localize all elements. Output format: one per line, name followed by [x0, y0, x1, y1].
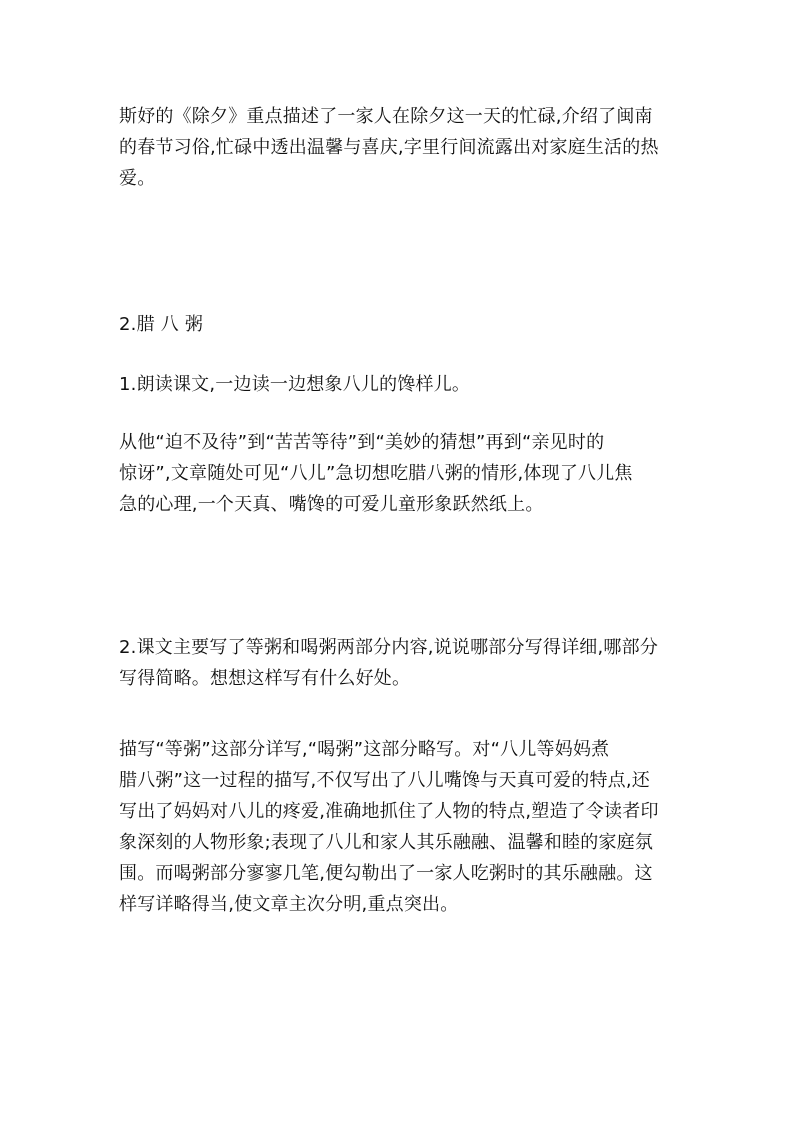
answer-line: 腊八粥”这一过程的描写,不仅写出了八儿嘴馋与天真可爱的特点,还 [119, 770, 650, 791]
answer-line: 象深刻的人物形象;表现了八儿和家人其乐融融、温馨和睦的家庭氛 [119, 832, 654, 853]
question-line: 1.朗读课文,一边读一边想象八儿的馋样儿。 [119, 374, 471, 395]
question-2 [119, 632, 679, 694]
answer-line: 写出了妈妈对八儿的疼爱,准确地抓住了人物的特点,塑造了令读者印 [119, 801, 659, 822]
answer-line: 惊讶”,文章随处可见“八儿”急切想吃腊八粥的情形,体现了八儿焦 [119, 463, 633, 484]
lesson-title [119, 309, 679, 340]
answer-line: 样写详略得当,使文章主次分明,重点突出。 [119, 894, 459, 915]
question-1 [119, 369, 679, 400]
paragraph-line: 爱。 [119, 168, 156, 189]
answer-line: 围。而喝粥部分寥寥几笔,便勾勒出了一家人吃粥时的其乐融融。这 [119, 863, 653, 884]
paragraph-line: 斯妤的《除夕》重点描述了一家人在除夕这一天的忙碌,介绍了闽南 [119, 106, 653, 127]
paragraph-line: 的春节习俗,忙碌中透出温馨与喜庆,字里行间流露出对家庭生活的热 [119, 137, 659, 158]
lesson-title-text: 2.腊 八 粥 [119, 314, 204, 335]
answer-line: 从他“迫不及待”到“苦苦等待”到“美妙的猜想”再到“亲见时的 [119, 432, 605, 453]
answer-line: 急的心理,一个天真、嘴馋的可爱儿童形象跃然纸上。 [119, 494, 544, 515]
answer-line: 描写“等粥”这部分详写,“喝粥”这部分略写。对“八儿等妈妈煮 [119, 739, 610, 760]
question-line: 写得简略。想想这样写有什么好处。 [119, 668, 411, 689]
intro-paragraph [119, 101, 679, 194]
question-line: 2.课文主要写了等粥和喝粥两部分内容,说说哪部分写得详细,哪部分 [119, 637, 659, 658]
answer-2 [119, 734, 679, 920]
answer-1 [119, 427, 679, 520]
